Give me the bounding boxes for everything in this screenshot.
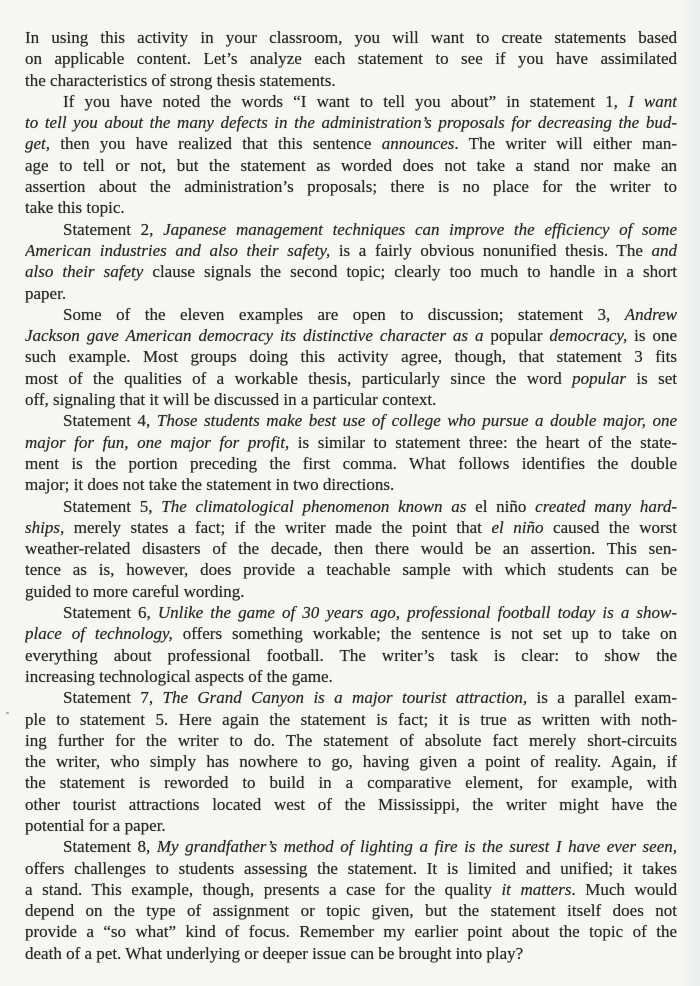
paragraph [25,496,677,602]
text-line [25,325,677,346]
paragraph [25,219,677,304]
text-run: provide a “so what” kind of focus. Remember my earlier point about the topic of the [25,922,677,942]
text-run: ing further for the writer to do. The statement of absolute fact merely short-circuits [25,730,677,750]
text-line [25,943,677,964]
italic-text-run: announces [381,134,455,154]
text-run: caused the worst [543,517,677,537]
text-line [25,176,677,197]
text-line [25,645,677,666]
text-run: Statement 8, [63,837,157,857]
text-line [25,709,677,730]
italic-text-run: created many hard- [535,496,677,516]
text-run: weather-related disasters of the decade, then there would be an assertion. This sen- [25,539,677,559]
text-run: ple to statement 5. Here again the statement is fact; it is true as written with noth- [25,709,677,729]
text-run: guided to more careful wording. [25,581,245,601]
text-line [25,368,677,389]
text-run: such example. Most groups doing this activity agree, though, that statement 3 fits [25,347,677,367]
text-line [25,666,677,687]
paragraph [25,836,677,964]
italic-text-run: American industries and also their safety, [25,240,331,260]
text-line [25,730,677,751]
italic-text-run: and [651,240,677,260]
text-run: increasing technological aspects of the game. [25,666,333,686]
italic-text-run: Jackson gave American democracy its distinctive character as a [25,326,491,346]
italic-text-run: major for fun, one major for profit, [25,432,290,452]
text-run: Statement 5, [63,496,162,516]
text-run: the characteristics of strong thesis statements. [25,70,336,90]
text-run: a stand. This example, though, presents a case for the quality [25,879,502,899]
text-run: Statement 4, [63,411,157,431]
text-run: other tourist attractions located west of the Mississippi, the writer might have the [25,794,677,814]
text-run: the writer, who simply has nowhere to go, having given a point of reality. Again, if [25,752,677,772]
text-line [25,581,677,602]
text-run: age to tell or not, but the statement as worded does not take a stand nor make an [25,155,677,175]
paragraph [25,602,677,687]
text-line [25,858,677,879]
text-run: depend on the type of assignment or topic given, but the statement itself does not [25,901,677,921]
text-run: on applicable content. Let’s analyze each statement to see if you have assimilated [25,49,677,69]
text-run: is set [626,368,677,388]
italic-text-run: el niño [491,517,544,537]
text-run: most of the qualities of a workable thesis, particularly since the word [25,368,573,388]
text-run: offers something workable; the sentence is not set up to take on [172,624,677,644]
text-line [25,70,677,91]
text-line [25,794,677,815]
text-run: Statement 7, [63,688,163,708]
text-run: Statement 2, [63,219,164,239]
text-line [25,389,677,410]
text-run: popular [490,326,550,346]
text-run: off, signaling that it will be discussed in a particular context. [25,390,437,410]
text-line [25,197,677,218]
text-run: major; it does not take the statement in two directions. [25,475,395,495]
italic-text-run: also their safety [25,262,144,282]
text-run: everything about professional football. The writer’s task is clear: to show the [25,645,677,665]
text-run: . Much would [571,879,677,899]
text-run: take this topic. [25,198,125,218]
text-line [25,474,677,495]
text-line [25,240,677,261]
text-line [25,921,677,942]
text-line [25,602,677,623]
text-line [25,27,677,48]
text-line [25,432,677,453]
italic-text-run: My grandfather’s method of lighting a fire is the surest I have ever seen, [156,837,677,857]
text-run: If you have noted the words “I want to tell you about” in statement 1, [63,91,629,111]
text-run: death of a pet. What underlying or deeper issue can be brought into play? [25,943,524,963]
italic-text-run: get, [25,134,51,154]
text-run: is a fairly obvious nonunified thesis. The [330,240,652,260]
text-run: assertion about the administration’s proposals; there is no place for the writer to [25,177,677,197]
italic-text-run: Those students make best use of college who pursue a double major, one [156,411,677,431]
text-run: Statement 6, [63,603,158,623]
text-run: clause signals the second topic; clearly too much to handle in a short [143,262,677,282]
text-line [25,623,677,644]
text-line [25,410,677,431]
text-run: is similar to statement three: the heart of the state- [289,432,677,452]
italic-text-run: place of technology, [25,624,173,644]
italic-text-run: I want [628,91,677,111]
italic-text-run: democracy, [549,326,628,346]
text-run: is one [627,326,677,346]
text-line [25,772,677,793]
italic-text-run: Unlike the game of 30 years ago, professional football today is a show- [157,603,677,623]
text-line [25,155,677,176]
text-line [25,304,677,325]
text-line [25,559,677,580]
text-line [25,346,677,367]
text-run: Some of the eleven examples are open to discussion; statement 3, [63,304,625,324]
text-line [25,283,677,304]
paragraph [25,687,677,836]
text-run: is a parallel exam- [527,688,677,708]
text-line [25,687,677,708]
text-line [25,517,677,538]
text-line [25,836,677,857]
document-page [25,27,677,964]
paragraph [25,410,677,495]
text-line [25,815,677,836]
italic-text-run: popular [572,368,626,388]
scan-speck [6,712,9,714]
italic-text-run: to tell you about the many defects in the administration’s proposals for decreasing the bud- [25,113,677,133]
text-run: . The writer will either man- [454,134,677,154]
paragraph [25,304,677,410]
italic-text-run: The climatological phenomenon known as [161,496,476,516]
text-run: then you have realized that this sentence [50,134,382,154]
paragraph [25,27,677,91]
text-line [25,900,677,921]
text-line [25,751,677,772]
italic-text-run: Andrew [624,304,677,324]
text-run: potential for a paper. [25,815,166,835]
text-run: offers challenges to students assessing the statement. It is limited and unified; it takes [25,858,677,878]
text-line [25,453,677,474]
text-line [25,48,677,69]
paragraph [25,91,677,219]
text-line [25,91,677,112]
text-run: ment is the portion preceding the first comma. What follows identifies the double [25,453,677,473]
text-run: In using this activity in your classroom, you will want to create statements based [25,28,677,47]
text-line [25,112,677,133]
text-run: tence as is, however, does provide a teachable sample with which students can be [25,560,677,580]
italic-text-run: ships, [25,517,65,537]
text-line [25,133,677,154]
italic-text-run: Japanese management techniques can improve the efficiency of some [163,219,677,239]
text-line [25,496,677,517]
text-line [25,879,677,900]
text-line [25,538,677,559]
italic-text-run: it matters [501,879,572,899]
text-run: merely states a fact; if the writer made the point that [64,517,492,537]
text-run: el niño [475,496,536,516]
text-run: paper. [25,283,67,303]
italic-text-run: The Grand Canyon is a major tourist attraction, [162,688,528,708]
text-run: the statement is reworded to build in a comparative element, for example, with [25,773,677,793]
text-line [25,261,677,282]
text-line [25,219,677,240]
scan-edge-tint [680,0,700,986]
